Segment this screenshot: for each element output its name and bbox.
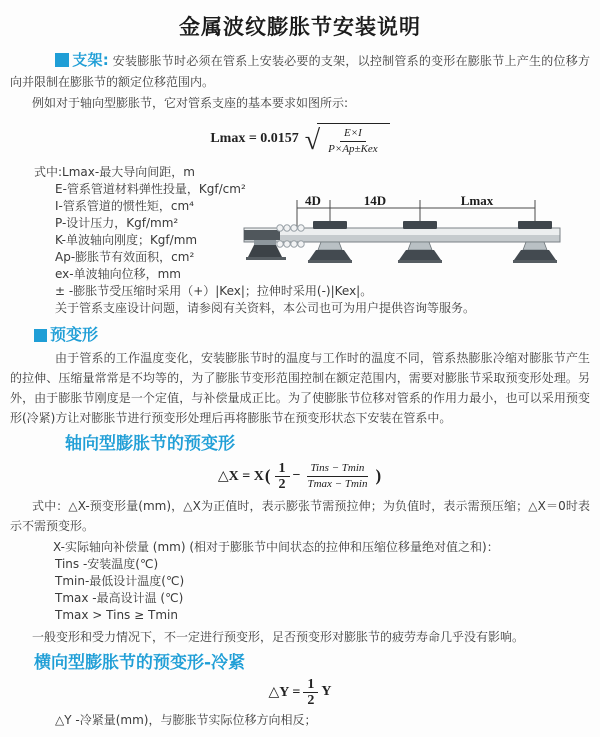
temperature-denominator: Tmax − Tmin bbox=[307, 477, 368, 490]
support-intro-paragraph bbox=[10, 50, 590, 93]
variable-line: I-管系管道的惯性矩，cm⁴ bbox=[55, 199, 194, 213]
one-half-fraction bbox=[275, 462, 290, 491]
variable-line: P-设计压力，Kgf/mm² bbox=[55, 216, 179, 230]
temperature-inequality-line: Tmax > Tins ≥ Tmin bbox=[55, 608, 178, 622]
pipe-support-diagram bbox=[242, 195, 598, 287]
variable-line: 式中:Lmax-最大导向间距，m bbox=[34, 165, 195, 179]
lmax-formula-numerator: E×I bbox=[340, 127, 366, 142]
preform-heading-text: 预变形 bbox=[50, 325, 99, 344]
one-half-fraction bbox=[303, 678, 318, 707]
support-example-line: 例如对于轴向型膨胀节，它对管系支座的基本要求如图所示: bbox=[32, 96, 349, 110]
lmax-formula-radicand bbox=[317, 123, 390, 156]
lateral-preform-formula bbox=[10, 678, 590, 706]
lateral-subsection-heading: 横向型膨胀节的预变形-冷紧 bbox=[34, 653, 246, 673]
axial-preform-formula bbox=[10, 459, 590, 493]
variable-line: K-单波轴向刚度；Kgf/mm bbox=[55, 233, 198, 247]
lateral-formula-rhs: Y bbox=[321, 684, 332, 699]
temperature-line: Tmin-最低设计温度(℃) bbox=[55, 574, 185, 588]
axial-formula-lhs: △X = X bbox=[217, 468, 264, 484]
axial-note-paragraph: 一般变形和受力情况下，不一定进行预变形，足否预变形对膨胀节的疲劳寿命几乎没有影响。 bbox=[32, 630, 525, 644]
lateral-note-line: △Y -冷紧量(mm)，与膨胀节实际位移方向相反； bbox=[55, 713, 317, 727]
dimension-label-14d: 14D bbox=[363, 195, 387, 208]
lmax-formula bbox=[10, 120, 590, 158]
variable-line: Ap-膨胀节有效面积，cm² bbox=[55, 250, 195, 264]
half-denominator: 2 bbox=[307, 692, 315, 708]
preform-section-heading bbox=[34, 325, 590, 345]
axial-subsection-heading: 轴向型膨胀节的预变形 bbox=[65, 434, 235, 454]
open-paren: ( bbox=[264, 466, 271, 485]
half-numerator: 1 bbox=[303, 678, 318, 693]
lmax-formula-denominator: P×Ap±Kex bbox=[328, 142, 378, 155]
blue-square-icon bbox=[34, 329, 47, 342]
variable-line: E-管系管道材料弹性投量，Kgf/cm² bbox=[55, 182, 246, 196]
support-intro-text: 安装膨胀节时必须在管系上安装必要的支架，以控制管系的变形在膨胀节上产生的位移方向并限制在膨胀节的额定位移范围内。 bbox=[10, 54, 590, 89]
dimension-label-lmax: Lmax bbox=[460, 195, 494, 208]
page-title: 金属波纹膨胀节安装说明 bbox=[179, 15, 421, 39]
dimension-label-4d: 4D bbox=[305, 195, 321, 208]
variable-line: ex-单波轴向位移，mm bbox=[55, 267, 181, 281]
minus-sign: − bbox=[292, 468, 301, 483]
temperature-line: Tmax -最高设计温 (℃) bbox=[55, 591, 184, 605]
support-closing-line: 关于管系支座设计问题，请参阅有关资料，本公司也可为用户提供咨询等服务。 bbox=[55, 301, 476, 315]
axial-explanation-paragraph: 式中：△X-预变形量(mm)，△X为正值时，表示膨张节需预拉伸；为负值时，表示需预压缩；△X＝0时表示不需预变形。 bbox=[10, 499, 590, 533]
support-section-label bbox=[55, 51, 109, 69]
radical-sign-icon: √ bbox=[304, 125, 321, 156]
compensation-definition-line: X-实际轴向补偿量 (mm) (相对于膨胀节中间状态的拉伸和压缩位移量绝对值之和)： bbox=[53, 540, 499, 554]
preform-body-paragraph: 由于管系的工作温度变化，安装膨胀节时的温度与工作时的温度不同，管系热膨胀冷缩对膨胀节产生的拉伸、压缩量常常是不均等的，为了膨胀节变形范围控制在额定范围内，需要对膨胀节采取预变形处理。另外，由于膨胀节刚度是一个定值，与补偿量成正比。为了使膨胀节位移对管系的作用力最小，也可以采用预变形(冷紧)方让对膨胀节进行预变形处理后再将膨胀节在预变形状态下安装在管系中。 bbox=[10, 351, 590, 425]
temperature-fraction bbox=[303, 462, 371, 491]
lmax-formula-lhs: Lmax = 0.0157 bbox=[210, 131, 299, 146]
lateral-formula-lhs: △Y = bbox=[268, 684, 301, 700]
half-denominator: 2 bbox=[278, 476, 286, 492]
temperature-numerator: Tins − Tmin bbox=[307, 462, 369, 477]
close-paren: ) bbox=[375, 466, 382, 485]
blue-square-icon bbox=[55, 53, 69, 67]
half-numerator: 1 bbox=[275, 462, 290, 477]
support-heading: 支架: bbox=[72, 51, 109, 69]
temperature-line: Tins -安装温度(℃) bbox=[55, 557, 159, 571]
variable-line: ± -膨胀节受压缩时采用（+）|Kex|；拉伸时采用(-)|Kex|。 bbox=[55, 284, 373, 298]
lmax-formula-fraction bbox=[324, 127, 382, 156]
